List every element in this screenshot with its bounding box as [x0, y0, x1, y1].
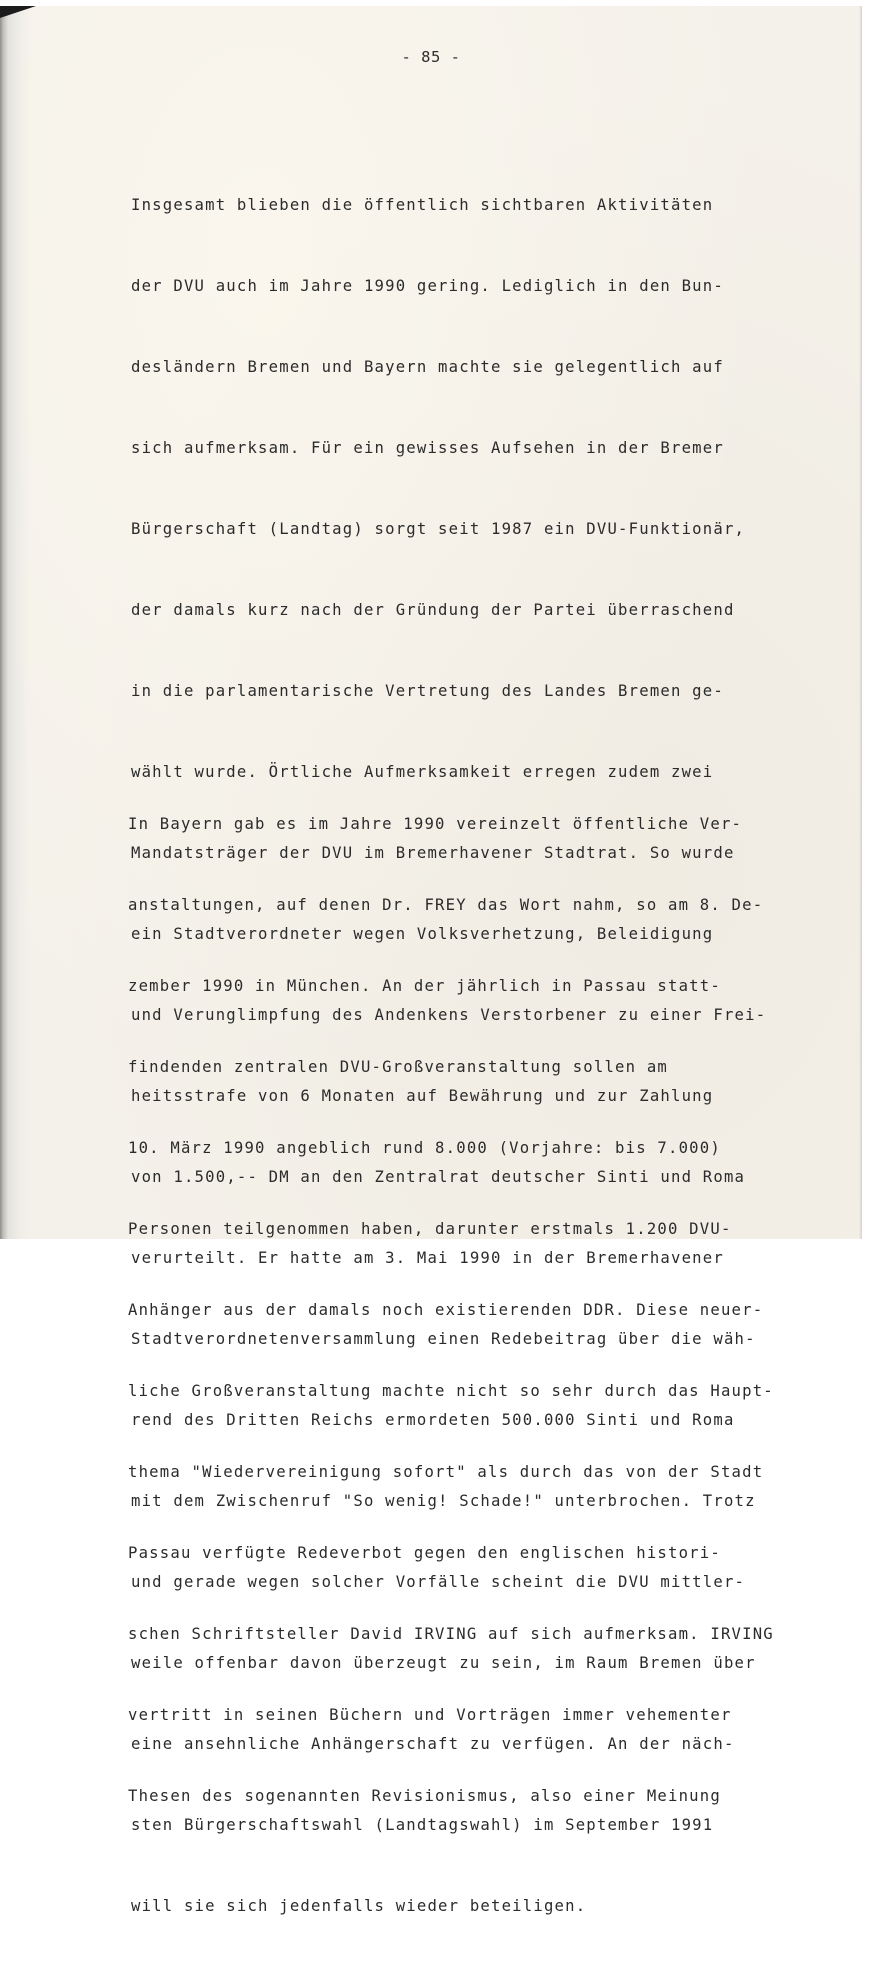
text-line: und Verunglimpfung des Andenkens Verstorbener zu einer Frei- — [131, 1006, 767, 1024]
text-line: Bürgerschaft (Landtag) sorgt seit 1987 ein DVU-Funktionär, — [131, 520, 746, 538]
text-line: desländern Bremen und Bayern machte sie gelegentlich auf — [131, 358, 724, 376]
text-line: und gerade wegen solcher Vorfälle scheint die DVU mittler- — [131, 1573, 746, 1591]
text-line: ein Stadtverordneter wegen Volksverhetzung, Beleidigung — [131, 925, 714, 943]
text-line: Stadtverordnetenversammlung einen Redebeitrag über die wäh- — [131, 1330, 756, 1348]
page-number: - 85 - — [401, 48, 461, 66]
text-line: sten Bürgerschaftswahl (Landtagswahl) im September 1991 — [131, 1816, 714, 1834]
text-line: vertritt in seinen Büchern und Vorträgen immer vehementer — [128, 1706, 732, 1724]
text-line: von 1.500,-- DM an den Zentralrat deutscher Sinti und Roma — [131, 1168, 746, 1186]
text-line: mit dem Zwischenruf "So wenig! Schade!" unterbrochen. Trotz — [131, 1492, 756, 1510]
text-line: weile offenbar davon überzeugt zu sein, im Raum Bremen über — [131, 1654, 756, 1672]
text-line: thema "Wiedervereinigung sofort" als durch das von der Stadt — [128, 1463, 764, 1481]
text-line: Passau verfügte Redeverbot gegen den englischen histori- — [128, 1544, 721, 1562]
text-line: in die parlamentarische Vertretung des Landes Bremen ge- — [131, 682, 724, 700]
page-right-edge — [859, 6, 862, 1239]
text-line: Thesen des sogenannten Revisionismus, also einer Meinung — [128, 1787, 721, 1805]
text-line: findenden zentralen DVU-Großveranstaltung sollen am — [128, 1058, 668, 1076]
binding-shadow — [0, 6, 30, 1239]
text-line: wählt wurde. Örtliche Aufmerksamkeit erregen zudem zwei — [131, 763, 714, 781]
text-line: Insgesamt blieben die öffentlich sichtbaren Aktivitäten — [131, 196, 714, 214]
scanned-page — [0, 6, 862, 1915]
text-line: In Bayern gab es im Jahre 1990 vereinzelt öffentliche Ver- — [128, 815, 743, 833]
text-line: der DVU auch im Jahre 1990 gering. Lediglich in den Bun- — [131, 277, 724, 295]
text-line: will sie sich jedenfalls wieder beteiligen. — [131, 1897, 587, 1915]
text-line: sich aufmerksam. Für ein gewisses Aufsehen in der Bremer — [131, 439, 724, 457]
text-line: heitsstrafe von 6 Monaten auf Bewährung und zur Zahlung — [131, 1087, 714, 1105]
text-line: anstaltungen, auf denen Dr. FREY das Wort nahm, so am 8. De- — [128, 896, 764, 914]
text-line: liche Großveranstaltung machte nicht so sehr durch das Haupt- — [128, 1382, 774, 1400]
text-line: Personen teilgenommen haben, darunter erstmals 1.200 DVU- — [128, 1220, 732, 1238]
text-line: Anhänger aus der damals noch existierenden DDR. Diese neuer- — [128, 1301, 764, 1319]
text-line: verurteilt. Er hatte am 3. Mai 1990 in der Bremerhavener — [131, 1249, 724, 1267]
text-line: schen Schriftsteller David IRVING auf sich aufmerksam. IRVING — [128, 1625, 774, 1643]
text-line: rend des Dritten Reichs ermordeten 500.000 Sinti und Roma — [131, 1411, 735, 1429]
text-line: 10. März 1990 angeblich rund 8.000 (Vorjahre: bis 7.000) — [128, 1139, 721, 1157]
page-corner-fold — [0, 6, 36, 18]
paragraph-2 — [128, 757, 774, 1864]
text-line: der damals kurz nach der Gründung der Partei überraschend — [131, 601, 735, 619]
text-line: zember 1990 in München. An der jährlich in Passau statt- — [128, 977, 721, 995]
text-line: eine ansehnliche Anhängerschaft zu verfügen. An der näch- — [131, 1735, 735, 1753]
text-line: Mandatsträger der DVU im Bremerhavener Stadtrat. So wurde — [131, 844, 735, 862]
